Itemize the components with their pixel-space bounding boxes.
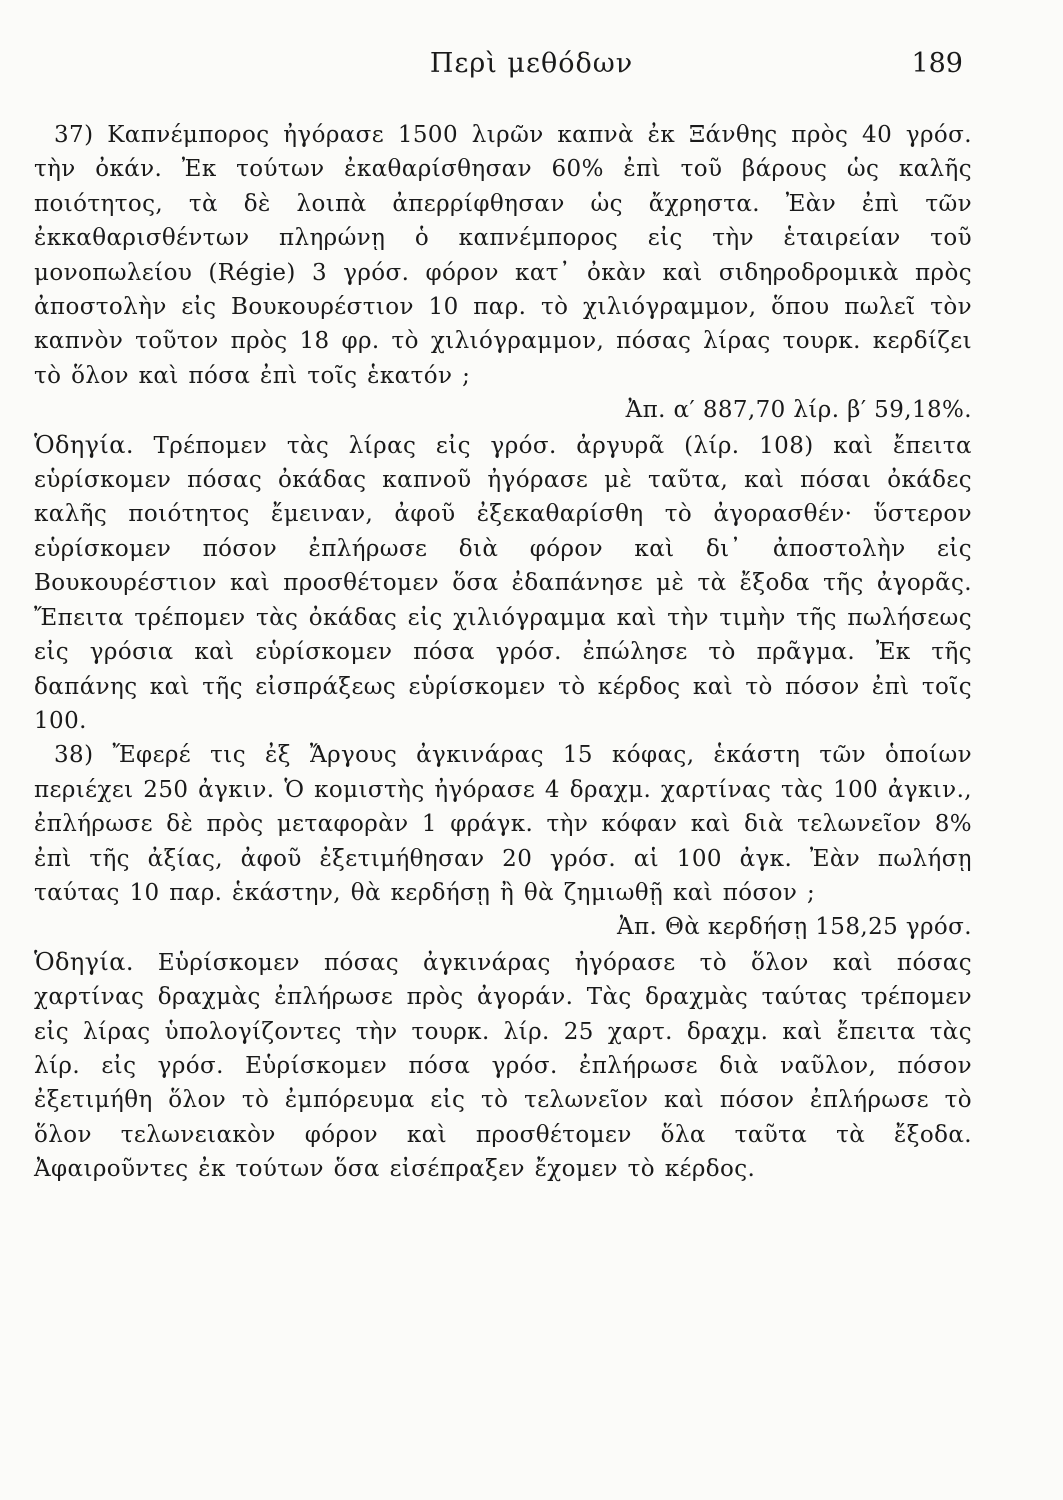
running-title: Περὶ μεθόδων bbox=[429, 48, 634, 79]
guide-37-text: Τρέπομεν τὰς λίρας εἰς γρόσ. ἀργυρᾶ (λίρ. 108) καὶ ἔπειτα εὑρίσκομεν πόσας ὀκάδας καπνοῦ ἠγόρασε μὲ ταῦτα, καὶ πόσαι ὀκάδες καλῆς ποιότητος ἔμειναν, ἀφοῦ ἐξεκαθαρίσθη τὸ ἀγορασθέν· ὕστερον εὑρίσκομεν πόσον ἐπλήρωσε διὰ φόρον καὶ δι᾽ ἀποστολὴν εἰς Βουκουρέστιον καὶ προσθέτομεν ὅσα ἐδαπάνησε μὲ τὰ ἔξοδα τῆς ἀγορᾶς. Ἔπειτα τρέπομεν τὰς ὀκάδας εἰς χιλιόγραμμα καὶ τὴν τιμὴν τῆς πωλήσεως εἰς γρόσια καὶ εὑρίσκομεν πόσα γρόσ. ἐπώλησε τὸ πρᾶγμα. Ἐκ τῆς δαπάνης καὶ τῆς εἰσπράξεως εὑρίσκομεν τὸ κέρδος καὶ τὸ πόσον ἐπὶ τοῖς 100. bbox=[34, 432, 972, 734]
problem-37-text: 37) Καπνέμπορος ἠγόρασε 1500 λιρῶν καπνὰ ἐκ Ξάνθης πρὸς 40 γρόσ. τὴν ὀκάν. Ἐκ τούτων ἐκαθαρίσθησαν 60% ἐπὶ τοῦ βάρους ὡς καλῆς ποιότητος, τὰ δὲ λοιπὰ ἀπερρίφθησαν ὡς ἄχρηστα. Ἐὰν ἐπὶ τῶν ἐκκαθαρισθέντων πληρώνῃ ὁ καπνέμπορος εἰς τὴν ἑταιρείαν τοῦ μονοπωλείου (Régie) 3 γρόσ. φόρον κατ᾽ ὀκὰν καὶ σιδηροδρομικὰ πρὸς ἀποστολὴν εἰς Βουκουρέστιον 10 παρ. τὸ χιλιόγραμμον, ὅπου πωλεῖ τὸν καπνὸν τοῦτον πρὸς 18 φρ. τὸ χιλιόγραμμον, πόσας λίρας τουρκ. κερδίζει τὸ ὅλον καὶ πόσα ἐπὶ τοῖς ἑκατόν ; bbox=[34, 122, 972, 389]
page-header bbox=[0, 48, 1063, 88]
guide-37-label: Ὁδηγία. bbox=[34, 430, 134, 459]
problem-38-text: 38) Ἔφερέ τις ἐξ Ἄργους ἀγκινάρας 15 κόφας, ἑκάστη τῶν ὁποίων περιέχει 250 ἀγκιν. Ὁ κομιστὴς ἠγόρασε 4 δραχμ. χαρτίνας τὰς 100 ἀγκιν., ἐπλήρωσε δὲ πρὸς μεταφορὰν 1 φράγκ. τὴν κόφαν καὶ διὰ τελωνεῖον 8% ἐπὶ τῆς ἀξίας, ἀφοῦ ἐξετιμήθησαν 20 γρόσ. αἱ 100 ἀγκ. Ἐὰν πωλήσῃ ταύτας 10 παρ. ἑκάστην, θὰ κερδήσῃ ἢ θὰ ζημιωθῇ καὶ πόσον ; bbox=[34, 742, 972, 906]
problem-37-answer: Ἀπ. α′ 887,70 λίρ. β′ 59,18%. bbox=[625, 397, 972, 424]
guide-37 bbox=[34, 428, 972, 739]
problem-38-answer: Ἀπ. Θὰ κερδήσῃ 158,25 γρόσ. bbox=[617, 914, 972, 941]
guide-38 bbox=[34, 945, 972, 1187]
page-body bbox=[34, 118, 972, 1187]
guide-38-text: Εὑρίσκομεν πόσας ἀγκινάρας ἠγόρασε τὸ ὅλον καὶ πόσας χαρτίνας δραχμὰς ἐπλήρωσε πρὸς ἀγοράν. Τὰς δραχμὰς ταύτας τρέπομεν εἰς λίρας ὑπολογίζοντες τὴν τουρκ. λίρ. 25 χαρτ. δραχμ. καὶ ἔπειτα τὰς λίρ. εἰς γρόσ. Εὑρίσκομεν πόσα γρόσ. ἐπλήρωσε διὰ ναῦλον, πόσον ἐξετιμήθη ὅλον τὸ ἐμπόρευμα εἰς τὸ τελωνεῖον καὶ πόσον ἐπλήρωσε τὸ ὅλον τελωνειακὸν φόρον καὶ προσθέτομεν ὅλα ταῦτα τὰ ἔξοδα. Ἀφαιροῦντες ἐκ τούτων ὅσα εἰσέπραξεν ἔχομεν τὸ κέρδος. bbox=[34, 949, 973, 1183]
guide-38-label: Ὁδηγία. bbox=[34, 947, 134, 976]
page-number: 189 bbox=[911, 48, 963, 79]
